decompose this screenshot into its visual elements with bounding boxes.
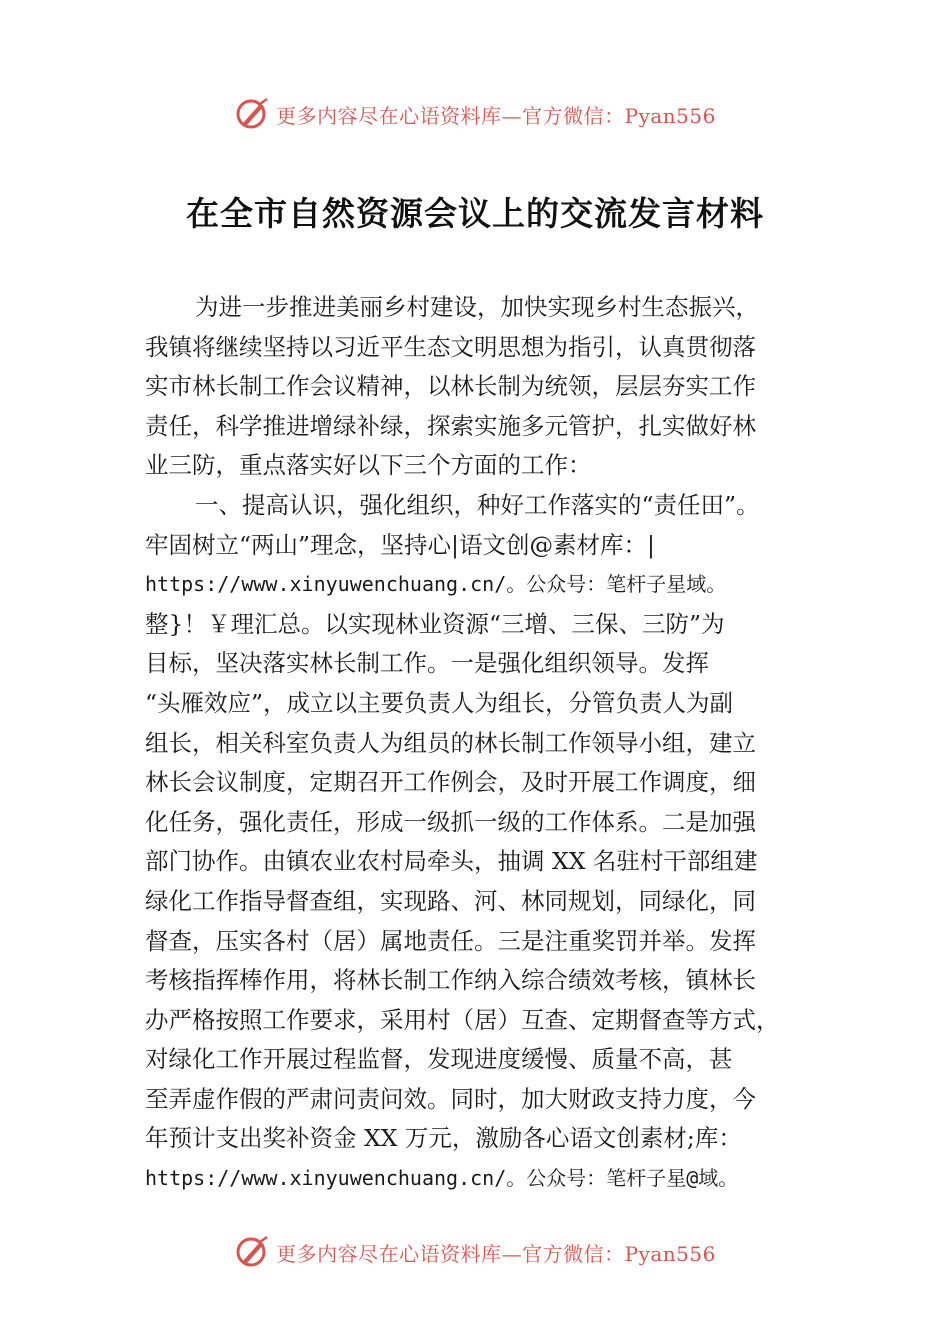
text-line: 目标，坚决落实林长制工作。一是强化组织领导。发挥 (145, 649, 709, 678)
text-line: 至弄虚作假的严肃问责问效。同时，加大财政支持力度，今 (145, 1084, 756, 1113)
url-line: https://www.xinyuwenchuang.cn/。公众号：笔杆子星@域。 (145, 1166, 739, 1191)
text-line: “头雁效应”，成立以主要负责人为组长，分管负责人为副 (145, 688, 734, 717)
text-line: 考核指挥棒作用，将林长制工作纳入综合绩效考核，镇林长 (145, 966, 756, 995)
text-line: 督查，压实各村（居）属地责任。三是注重奖罚并举。发挥 (145, 926, 756, 955)
header-watermark-banner (0, 94, 950, 134)
section-heading-line: 一、提高认识，强化组织，种好工作落实的“责任田”。 (195, 490, 760, 519)
quill-pen-logo-icon (234, 1234, 270, 1270)
text-line: 为进一步推进美丽乡村建设，加快实现乡村生态振兴， (195, 293, 759, 321)
text-line: 部门协作。由镇农业农村局牵头，抽调 XX 名驻村干部组建 (145, 847, 758, 876)
text-line: 我镇将继续坚持以习近平生态文明思想为指引，认真贯彻落 (145, 332, 756, 361)
text-line: 责任，科学推进增绿补绿，探索实施多元管护，扎实做好林 (145, 411, 756, 440)
quill-pen-logo-icon (234, 96, 270, 132)
text-line: 绿化工作指导督查组，实现路、河、林同规划，同绿化，同 (145, 886, 756, 915)
watermark-text: 更多内容尽在心语资料库—官方微信：Pyan556 (276, 1241, 716, 1266)
text-line: 整}！￥理汇总。以实现林业资源“三增、三保、三防”为 (145, 609, 725, 638)
text-line: 牢固树立“两山”理念，坚持心|语文创@素材库：| (145, 530, 655, 559)
footer-watermark-banner (0, 1232, 950, 1272)
url-line: https://www.xinyuwenchuang.cn/。公众号：笔杆子星域。 (145, 572, 727, 597)
text-line: 年预计支出奖补资金 XX 万元，激励各心语文创素材;库： (145, 1124, 742, 1153)
text-line: 实市林长制工作会议精神，以林长制为统领，层层夯实工作 (145, 372, 756, 401)
document-body (145, 288, 825, 1199)
text-line: 组长，相关科室负责人为组员的林长制工作领导小组，建立 (145, 728, 756, 757)
text-line: 业三防，重点落实好以下三个方面的工作： (145, 451, 592, 480)
text-line: 对绿化工作开展过程监督，发现进度缓慢、质量不高，甚 (145, 1045, 733, 1074)
text-line: 化任务，强化责任，形成一级抓一级的工作体系。二是加强 (145, 807, 756, 836)
text-line: 办严格按照工作要求，采用村（居）互查、定期督查等方式， (145, 1005, 780, 1034)
text-line: 林长会议制度，定期召开工作例会，及时开展工作调度，细 (145, 768, 756, 797)
watermark-text: 更多内容尽在心语资料库—官方微信：Pyan556 (276, 103, 716, 128)
document-title: 在全市自然资源会议上的交流发言材料 (186, 194, 764, 233)
